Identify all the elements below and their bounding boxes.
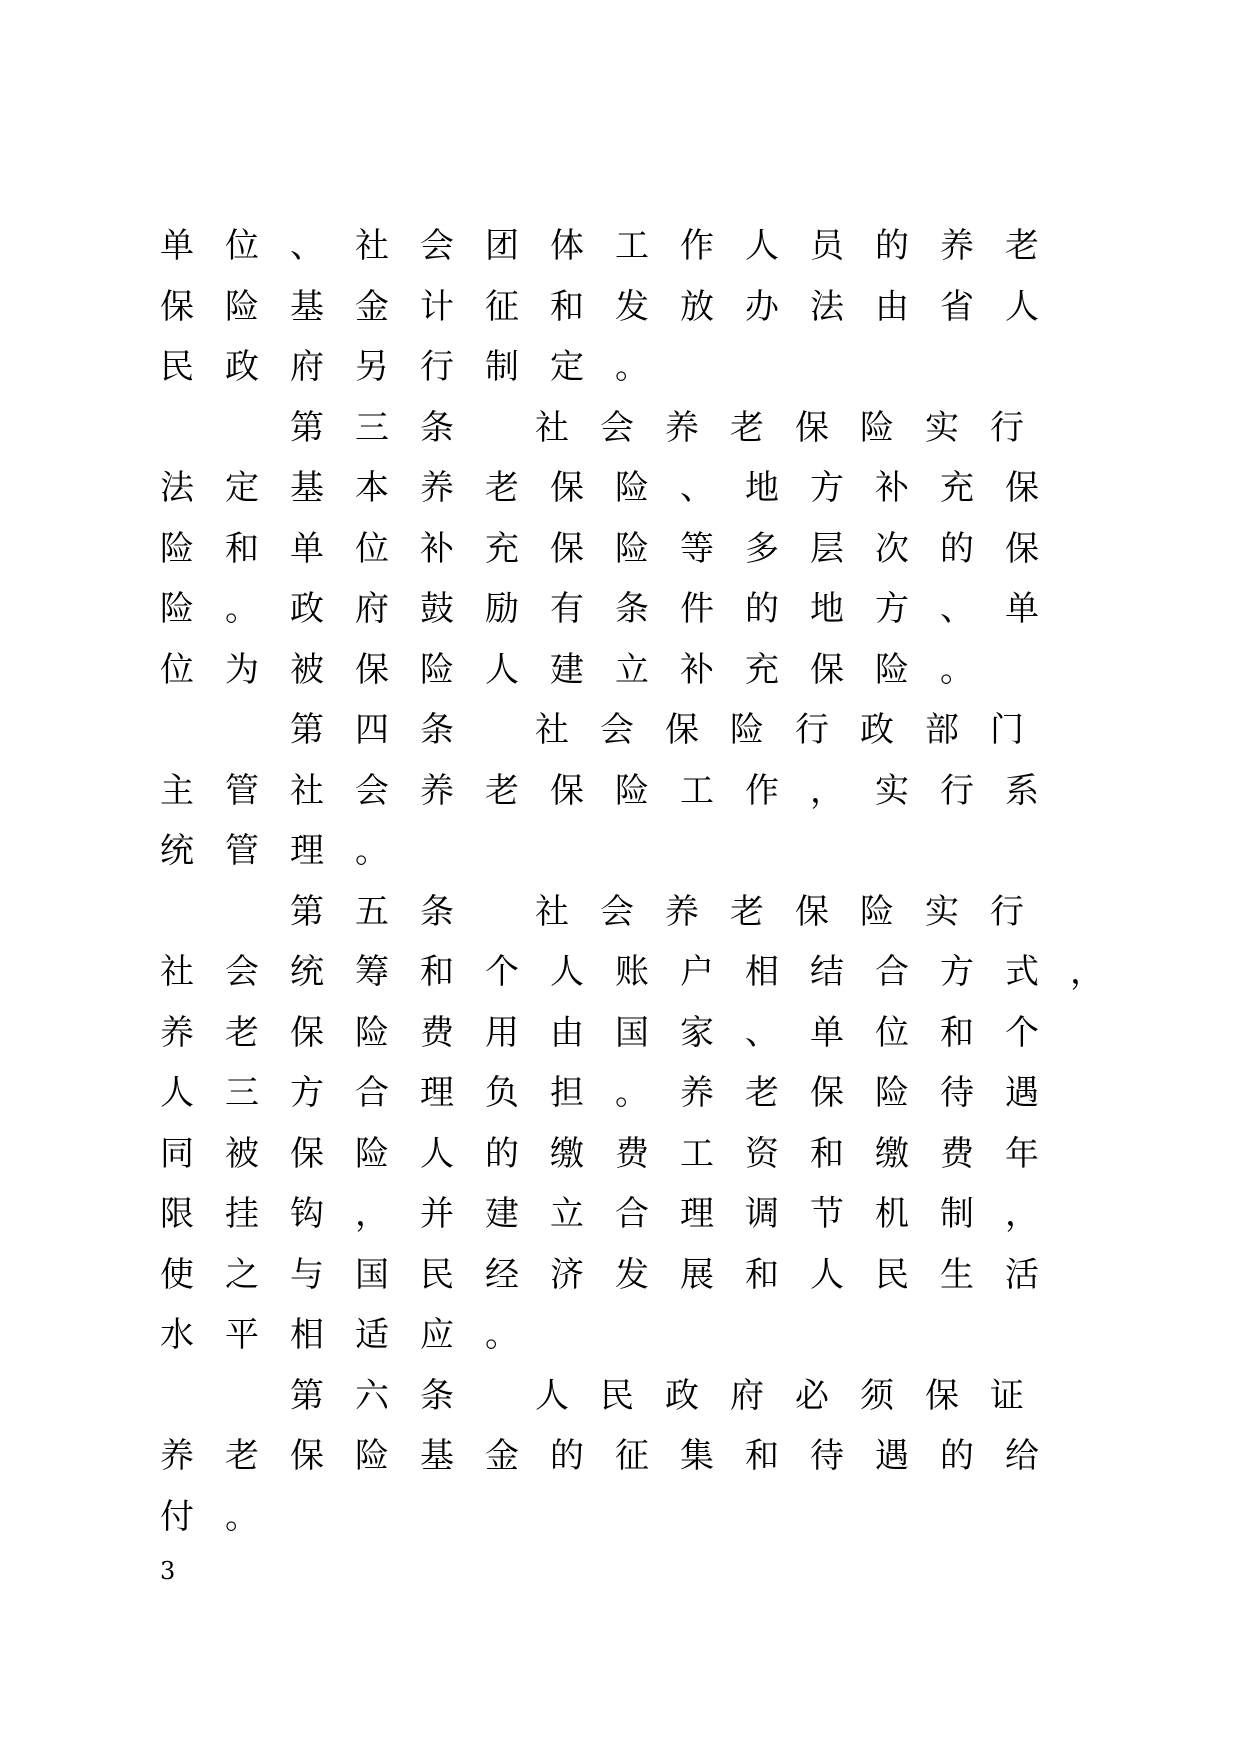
document-body: [160, 216, 1140, 1547]
article-text: 人民政府必须保证: [535, 1375, 1055, 1416]
text-line: 民政府另行制定。: [160, 347, 680, 387]
text-line: 社会统筹和个人账户相结合方式，: [160, 952, 1135, 992]
page-number: 3: [160, 1557, 176, 1585]
text-line: 使之与国民经济发展和人民生活: [160, 1254, 1070, 1295]
article-text: 社会养老保险实行: [535, 407, 1055, 448]
text-line: 险和单位补充保险等多层次的保: [160, 528, 1070, 569]
article-heading: 第四条: [290, 710, 485, 750]
article-line: [160, 700, 1140, 761]
article-text: 社会养老保险实行: [535, 891, 1055, 932]
text-line: 付。: [160, 1496, 290, 1537]
text-line: 同被保险人的缴费工资和缴费年: [160, 1133, 1070, 1174]
text-line: 法定基本养老保险、地方补充保: [160, 468, 1070, 508]
article-heading: 第三条: [290, 407, 485, 448]
article-line: [160, 398, 1140, 459]
text-line: 水平相适应。: [160, 1315, 550, 1355]
text-line: 统管理。: [160, 831, 420, 871]
text-line: 养老保险基金的征集和待遇的给: [160, 1436, 1070, 1476]
article-heading: 第五条: [290, 891, 485, 932]
article-line: [160, 1366, 1140, 1427]
article-line: [160, 882, 1140, 943]
text-line: 人三方合理负担。养老保险待遇: [160, 1073, 1070, 1113]
text-line: 限挂钩，并建立合理调节机制，: [160, 1194, 1070, 1234]
text-line: 保险基金计征和发放办法由省人: [160, 286, 1070, 327]
text-line: 单位、社会团体工作人员的养老: [160, 226, 1070, 266]
text-line: 养老保险费用由国家、单位和个: [160, 1012, 1070, 1053]
article-heading: 第六条: [290, 1375, 485, 1416]
article-text: 社会保险行政部门: [535, 710, 1055, 750]
text-line: 位为被保险人建立补充保险。: [160, 649, 1005, 690]
text-line: 主管社会养老保险工作，实行系: [160, 770, 1070, 811]
text-line: 险。政府鼓励有条件的地方、单: [160, 589, 1070, 629]
